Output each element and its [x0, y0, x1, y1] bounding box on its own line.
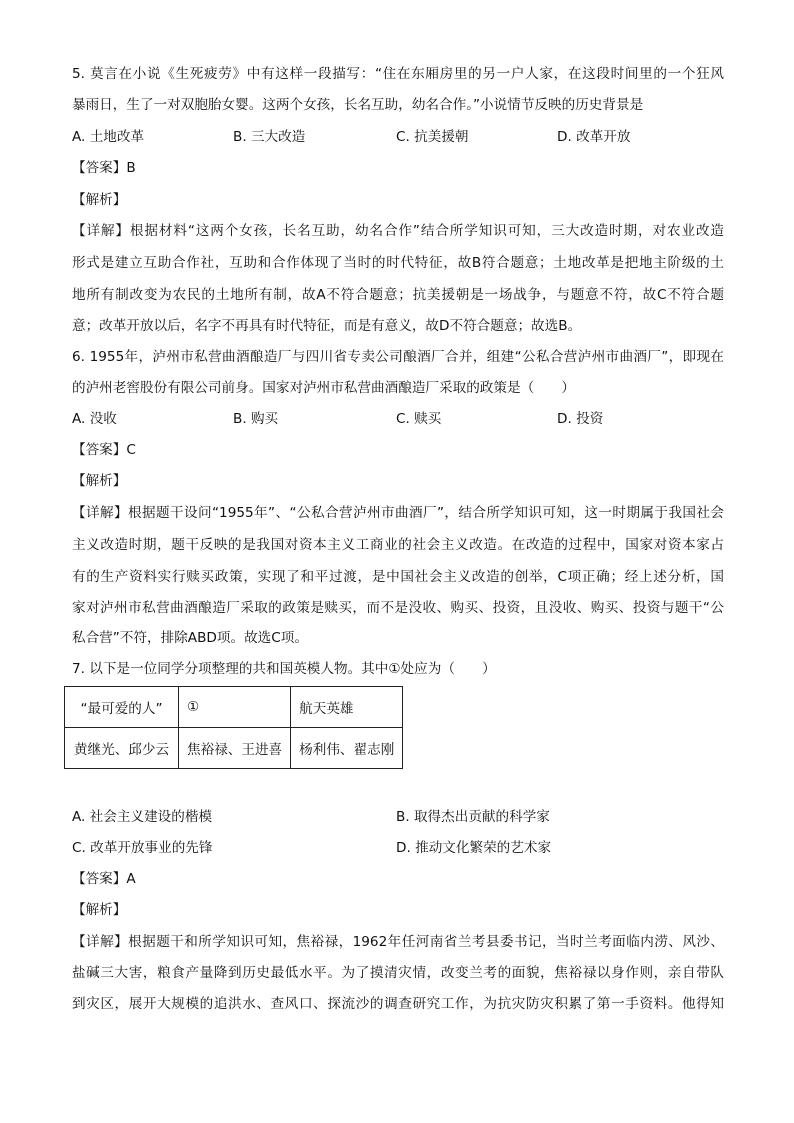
q6-option-c: C. 赎买: [396, 411, 442, 427]
q7-option-d: D. 推动文化繁荣的艺术家: [396, 840, 552, 856]
q7-detail-line-2: 盐碱三大害，粮食产量降到历史最低水平。为了摸清灾情，改变兰考的面貌，焦裕禄以身作则，亲自带队: [72, 965, 724, 981]
q6-option-a: A. 没收: [72, 411, 117, 427]
hero-table: [64, 686, 403, 769]
q5-option-d: D. 改革开放: [557, 129, 631, 145]
q6-analysis-heading: 【解析】: [72, 473, 127, 489]
hero-table-header-row: [65, 687, 403, 728]
q6-detail-line-1: 【详解】根据题干设问“1955年”、“公私合营泸州市曲酒厂”，结合所学知识可知，这一时期属于我国社会: [72, 505, 724, 521]
hero-table-cell: 航天英雄: [291, 687, 403, 728]
q5-detail-line-2: 形式是建立互助合作社，互助和合作体现了当时的时代特征，故B符合题意；土地改革是把地主阶级的土: [72, 255, 724, 271]
q6-detail-line-3: 有的生产资料实行赎买政策，实现了和平过渡，是中国社会主义改造的创举，C项正确；经上述分析，国: [72, 569, 724, 585]
q5-detail-line-3: 地所有制改变为农民的土地所有制，故A不符合题意；抗美援朝是一场战争，与题意不符，故C不符合题: [72, 287, 724, 303]
q7-stem: 7. 以下是一位同学分项整理的共和国英模人物。其中①处应为（ ）: [72, 661, 496, 677]
q6-detail-line-2: 主义改造时期，题干反映的是我国对资本主义工商业的社会主义改造。在改造的过程中，国家对资本家占: [72, 537, 724, 553]
hero-table-row: [65, 728, 403, 769]
hero-table-cell: 杨利伟、翟志刚: [291, 728, 403, 769]
q6-stem-line-2: 的泸州老窖股份有限公司前身。国家对泸州市私营曲酒酿造厂采取的政策是（ ）: [72, 380, 575, 396]
q7-analysis-heading: 【解析】: [72, 902, 127, 918]
q5-stem-line-1: 5. 莫言在小说《生死疲劳》中有这样一段描写：“住在东厢房里的另一户人家，在这段时间里的一个狂风: [72, 66, 724, 82]
q6-detail-line-5: 私合营”不符，排除ABD项。故选C项。: [72, 630, 308, 646]
hero-table-cell: “最可爱的人”: [65, 687, 179, 728]
q6-answer: 【答案】C: [72, 442, 136, 458]
q6-detail-line-4: 家对泸州市私营曲酒酿造厂采取的政策是赎买，而不是没收、购买、投资，且没收、购买、投资与题干“公: [72, 600, 724, 616]
q5-option-b: B. 三大改造: [233, 129, 306, 145]
q5-detail-line-1: 【详解】根据材料“这两个女孩，长名互助，幼名合作”结合所学知识可知，三大改造时期，对农业改造: [72, 223, 724, 239]
q5-answer: 【答案】B: [72, 160, 136, 176]
q7-detail-line-3: 到灾区，展开大规模的追洪水、查风口、探流沙的调查研究工作，为抗灾防灾积累了第一手资料。他得知: [72, 996, 724, 1012]
q7-option-a: A. 社会主义建设的楷模: [72, 809, 213, 825]
q5-option-a: A. 土地改革: [72, 129, 145, 145]
q6-option-b: B. 购买: [233, 411, 279, 427]
q5-stem-line-2: 暴雨日，生了一对双胞胎女婴。这两个女孩，长名互助，幼名合作。”小说情节反映的历史背景是: [72, 97, 644, 113]
q5-analysis-heading: 【解析】: [72, 192, 127, 208]
q5-detail-line-4: 意；改革开放以后，名字不再具有时代特征，而是有意义，故D不符合题意；故选B。: [72, 318, 582, 334]
q7-answer: 【答案】A: [72, 871, 136, 887]
q7-option-c: C. 改革开放事业的先锋: [72, 840, 213, 856]
q7-detail-line-1: 【详解】根据题干和所学知识可知，焦裕禄，1962年任河南省兰考县委书记，当时兰考面临内涝、风沙、: [72, 934, 724, 950]
hero-table-cell: ①: [179, 687, 291, 728]
q5-option-c: C. 抗美援朝: [396, 129, 469, 145]
hero-table-cell: 黄继光、邱少云: [65, 728, 179, 769]
hero-table-cell: 焦裕禄、王进喜: [179, 728, 291, 769]
q7-option-b: B. 取得杰出贡献的科学家: [396, 809, 550, 825]
q6-stem-line-1: 6. 1955年，泸州市私营曲酒酿造厂与四川省专卖公司酿酒厂合并，组建“公私合营泸州市曲酒厂”，即现在: [72, 349, 724, 365]
q6-option-d: D. 投资: [557, 411, 604, 427]
